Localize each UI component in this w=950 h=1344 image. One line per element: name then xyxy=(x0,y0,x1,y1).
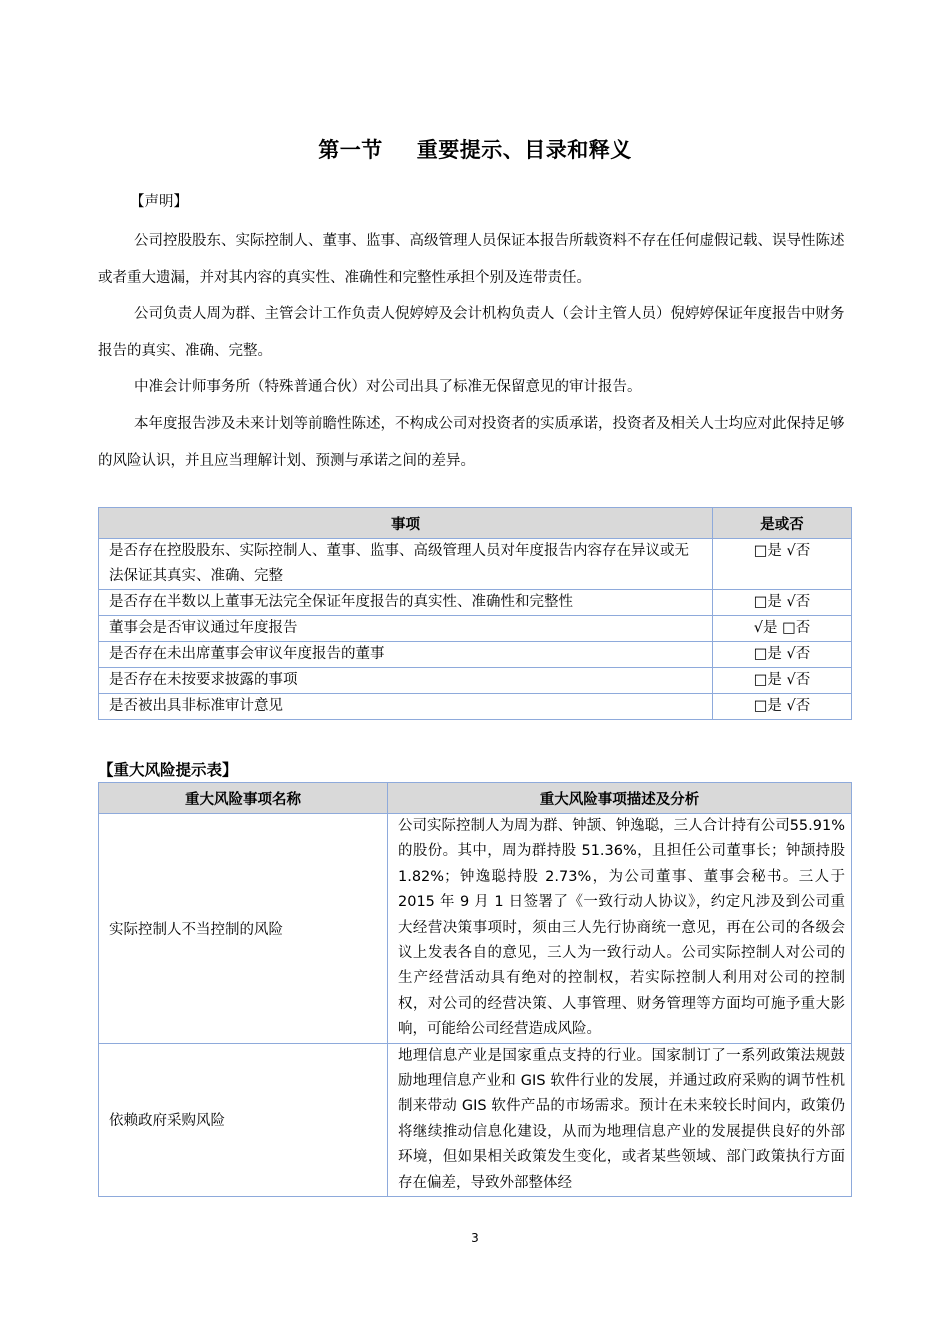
paragraph-guarantee: 公司控股股东、实际控制人、董事、监事、高级管理人员保证本报告所载资料不存在任何虚假记载、误导性陈述或者重大遗漏，并对其内容的真实性、准确性和完整性承担个别及连带责任。 xyxy=(98,233,845,286)
table-row xyxy=(99,814,852,1044)
table-row xyxy=(99,694,852,720)
row-item: 董事会是否审议通过年度报告 xyxy=(99,616,713,642)
row-answer: □是 √否 xyxy=(713,668,852,694)
row-answer: √是 □否 xyxy=(713,616,852,642)
table-row xyxy=(99,539,852,590)
header-risk-description: 重大风险事项描述及分析 xyxy=(388,783,852,814)
risk-name: 依赖政府采购风险 xyxy=(99,1043,388,1196)
major-risk-table xyxy=(98,782,852,1197)
risk-name: 实际控制人不当控制的风险 xyxy=(99,814,388,1044)
section-number: 第一节 xyxy=(318,138,383,162)
table-row xyxy=(99,1043,852,1196)
row-answer: □是 √否 xyxy=(713,590,852,616)
paragraph-responsible-persons: 公司负责人周为群、主管会计工作负责人倪婷婷及会计机构负责人（会计主管人员）倪婷婷保证年度报告中财务报告的真实、准确、完整。 xyxy=(98,306,845,359)
table-header-row xyxy=(99,508,852,539)
declaration-table xyxy=(98,507,852,720)
paragraph-auditor: 中准会计师事务所（特殊普通合伙）对公司出具了标准无保留意见的审计报告。 xyxy=(134,379,642,395)
table-row xyxy=(99,616,852,642)
row-answer: □是 √否 xyxy=(713,642,852,668)
risk-table-heading: 【重大风险提示表】 xyxy=(98,761,238,779)
table-row xyxy=(99,668,852,694)
table-row xyxy=(99,590,852,616)
section-name: 重要提示、目录和释义 xyxy=(416,138,632,162)
section-title xyxy=(0,134,950,164)
row-item: 是否存在控股股东、实际控制人、董事、监事、高级管理人员对年度报告内容存在异议或无法保证其真实、准确、完整 xyxy=(99,539,713,590)
row-item: 是否存在半数以上董事无法完全保证年度报告的真实性、准确性和完整性 xyxy=(99,590,713,616)
row-answer: □是 √否 xyxy=(713,694,852,720)
header-risk-name: 重大风险事项名称 xyxy=(99,783,388,814)
risk-description: 公司实际控制人为周为群、钟颉、钟逸聪，三人合计持有公司55.91%的股份。其中，周为群持股 51.36%，且担任公司董事长；钟颉持股 1.82%；钟逸聪持股 2.73%，为公司董事、董事会秘书。三人于 2015 年 9 月 1 日签署了《一致行动人协议》，约定凡涉及到公司重大经营决策事项时，须由三人先行协商统一意见，再在公司的各级会议上发表各自的意见，三人为一致行动人。公司实际控制人对公司的生产经营活动具有绝对的控制权，若实际控制人利用对公司的控制权，对公司的经营决策、人事管理、财务管理等方面均可施予重大影响，可能给公司经营造成风险。 xyxy=(388,814,852,1044)
paragraph-forward-looking: 本年度报告涉及未来计划等前瞻性陈述，不构成公司对投资者的实质承诺，投资者及相关人士均应对此保持足够的风险认识，并且应当理解计划、预测与承诺之间的差异。 xyxy=(98,416,845,469)
page-number: 3 xyxy=(471,1231,479,1245)
risk-description: 地理信息产业是国家重点支持的行业。国家制订了一系列政策法规鼓励地理信息产业和 GIS 软件行业的发展，并通过政府采购的调节性机制来带动 GIS 软件产品的市场需求。预计在未来较长时间内，政策仍将继续推动信息化建设，从而为地理信息产业的发展提供良好的外部环境，但如果相关政策发生变化，或者某些领域、部门政策执行方面存在偏差，导致外部整体经 xyxy=(388,1043,852,1196)
table-row xyxy=(99,642,852,668)
row-item: 是否存在未按要求披露的事项 xyxy=(99,668,713,694)
row-answer: □是 √否 xyxy=(713,539,852,590)
row-item: 是否存在未出席董事会审议年度报告的董事 xyxy=(99,642,713,668)
header-yes-no: 是或否 xyxy=(713,508,852,539)
statement-label: 【声明】 xyxy=(130,194,188,210)
header-item: 事项 xyxy=(99,508,713,539)
row-item: 是否被出具非标准审计意见 xyxy=(99,694,713,720)
table-header-row xyxy=(99,783,852,814)
